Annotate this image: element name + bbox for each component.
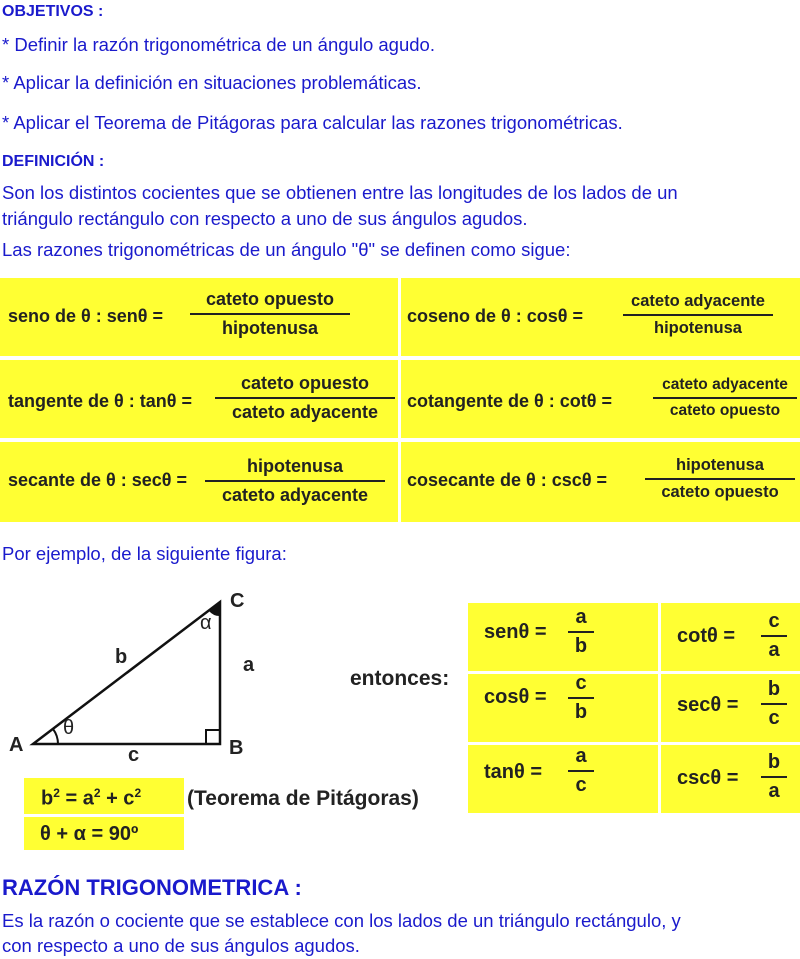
ratio-cell-cos (401, 278, 800, 356)
side-c-label: c (128, 744, 140, 766)
fraction-denominator: cateto opuesto (653, 397, 797, 420)
razon-heading: RAZÓN TRIGONOMETRICA : (2, 875, 302, 900)
pythagoras-equation (41, 786, 141, 811)
ratio-label: seno de θ : senθ = (8, 306, 164, 326)
theta-angle-label: θ (63, 717, 75, 739)
pythagoras-b: b (41, 787, 54, 810)
entonces-label: entonces: (350, 667, 450, 690)
vertex-b-label: B (229, 737, 244, 759)
ejemplo-intro: Por ejemplo, de la siguiente figura: (2, 543, 287, 564)
vertex-c-label: C (230, 590, 245, 612)
ratio-label: secante de θ : secθ = (8, 470, 188, 490)
fraction-denominator: c (568, 770, 594, 797)
ratio-label: cotangente de θ : cotθ = (407, 391, 612, 411)
result-cell-cos (468, 674, 658, 742)
fraction-numerator: hipotenusa (246, 456, 343, 476)
ratio-fraction (205, 456, 385, 506)
fraction-denominator: cateto opuesto (645, 478, 795, 502)
fraction-numerator: a (575, 606, 587, 628)
result-fraction (761, 610, 787, 662)
definicion-line-2: triángulo rectángulo con respecto a uno de sus ángulos agudos. (2, 208, 528, 229)
objetivos-heading: OBJETIVOS : (2, 3, 104, 20)
razon-line-1: Es la razón o cociente que se establece con los lados de un triángulo rectángulo, y (2, 910, 681, 931)
fraction-numerator: hipotenusa (675, 456, 764, 474)
exponent: 2 (53, 786, 60, 800)
definicion-heading: DEFINICIÓN : (2, 153, 105, 170)
result-fraction (568, 745, 594, 797)
pythagoras-eq: = a (59, 787, 94, 810)
theorem-label: (Teorema de Pitágoras) (187, 787, 419, 810)
fraction-denominator: b (568, 631, 594, 658)
vertex-a-label: A (9, 734, 24, 756)
razon-line-2: con respecto a uno de sus ángulos agudos. (2, 935, 360, 956)
exponent: 2 (93, 786, 101, 800)
result-cell-sec (661, 674, 800, 742)
ratio-fraction (190, 289, 350, 339)
result-label: tanθ = (484, 761, 543, 783)
ratio-label: cosecante de θ : cscθ = (407, 470, 608, 490)
angle-sum-equation: θ + α = 90º (40, 823, 139, 845)
ratio-cell-sec (0, 442, 398, 522)
fraction-numerator: cateto opuesto (240, 373, 369, 393)
ratio-fraction (215, 373, 395, 423)
fraction-denominator: hipotenusa (623, 314, 773, 338)
fraction-numerator: b (767, 751, 781, 773)
exponent: 2 (134, 786, 142, 800)
ratio-fraction (623, 292, 773, 338)
fraction-denominator: b (568, 697, 594, 724)
fraction-numerator: c (575, 672, 587, 694)
fraction-numerator: b (767, 678, 781, 700)
result-fraction (568, 606, 594, 658)
fraction-denominator: cateto adyacente (215, 397, 395, 423)
result-fraction (761, 678, 787, 730)
result-label: cotθ = (677, 625, 736, 647)
ratio-cell-tan (0, 360, 398, 438)
ratio-cell-csc (401, 442, 800, 522)
fraction-denominator: cateto adyacente (205, 480, 385, 506)
side-a-label: a (243, 654, 255, 676)
ratio-label: coseno de θ : cosθ = (407, 306, 584, 326)
result-fraction (568, 672, 594, 724)
fraction-denominator: a (761, 635, 787, 662)
fraction-denominator: hipotenusa (190, 313, 350, 339)
result-cell-sen (468, 603, 658, 671)
fraction-numerator: cateto adyacente (631, 292, 765, 310)
fraction-numerator: cateto adyacente (662, 376, 788, 393)
definicion-line-1: Son los distintos cocientes que se obtienen entre las longitudes de los lados de un (2, 182, 678, 203)
pythagoras-box (24, 778, 184, 814)
objetivo-item-2: * Aplicar la definición en situaciones problemáticas. (2, 72, 422, 93)
ratio-label: tangente de θ : tanθ = (8, 391, 192, 411)
fraction-numerator: a (575, 745, 587, 767)
ratio-cell-sen (0, 278, 398, 356)
pythagoras-plus: + c (100, 787, 135, 810)
alpha-angle-label: α (200, 612, 212, 634)
objetivo-item-1: * Definir la razón trigonométrica de un ángulo agudo. (2, 34, 435, 55)
result-cell-cot (661, 603, 800, 671)
side-b-label: b (115, 646, 128, 668)
fraction-numerator: c (768, 610, 780, 632)
fraction-denominator: a (761, 776, 787, 803)
ratio-fraction (645, 456, 795, 502)
objetivo-item-3: * Aplicar el Teorema de Pitágoras para calcular las razones trigonométricas. (2, 112, 623, 133)
result-label: secθ = (677, 694, 739, 716)
fraction-numerator: cateto opuesto (205, 289, 334, 309)
definicion-line-3: Las razones trigonométricas de un ángulo "θ" se definen como sigue: (2, 239, 571, 260)
fraction-denominator: c (761, 703, 787, 730)
angle-sum-box (24, 817, 184, 850)
ratio-fraction (653, 376, 797, 420)
right-triangle-figure (0, 580, 300, 780)
result-label: cosθ = (484, 686, 547, 708)
result-cell-tan (468, 745, 658, 813)
ratio-cell-cot (401, 360, 800, 438)
result-label: senθ = (484, 621, 547, 643)
result-fraction (761, 751, 787, 803)
result-cell-csc (661, 745, 800, 813)
result-label: cscθ = (677, 767, 739, 789)
